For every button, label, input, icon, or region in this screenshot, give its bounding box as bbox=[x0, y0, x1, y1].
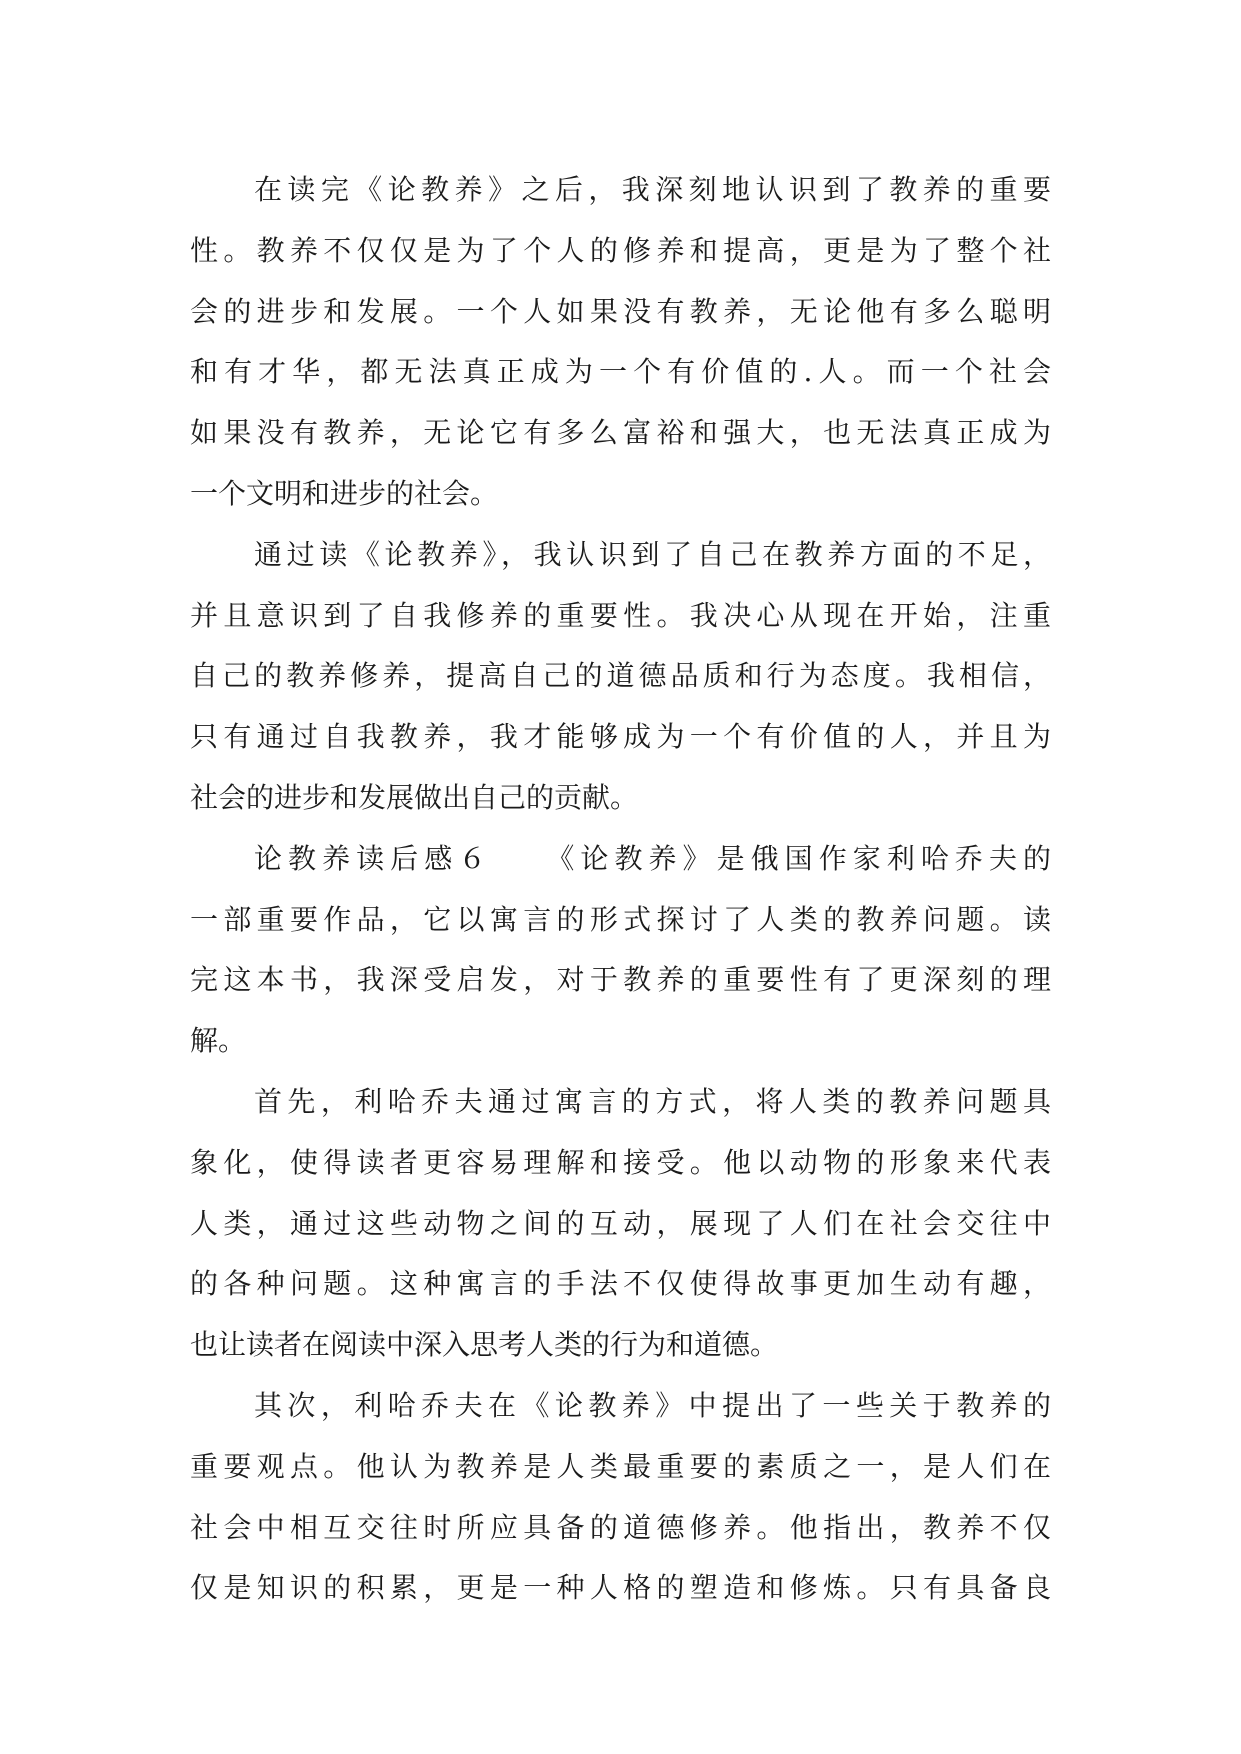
text-line: 其次，利哈乔夫在《论教养》中提出了一些关于教养的 bbox=[254, 1388, 1051, 1422]
text-line: 只有通过自我教养，我才能够成为一个有价值的人，并且为 bbox=[190, 720, 1051, 754]
text-line: 一个文明和进步的社会。 bbox=[190, 476, 499, 510]
text-line: 首先，利哈乔夫通过寓言的方式，将人类的教养问题具 bbox=[254, 1084, 1051, 1118]
text-line: 解。 bbox=[190, 1024, 247, 1058]
text-line: 自己的教养修养，提高自己的道德品质和行为态度。我相信， bbox=[190, 659, 1051, 693]
paragraph-4 bbox=[190, 1072, 1051, 1376]
text-line: 并且意识到了自我修养的重要性。我决心从现在开始，注重 bbox=[190, 598, 1051, 632]
text-line: 仅是知识的积累，更是一种人格的塑造和修炼。只有具备良 bbox=[190, 1571, 1051, 1605]
text-line: 也让读者在阅读中深入思考人类的行为和道德。 bbox=[190, 1328, 779, 1362]
text-line: 一部重要作品，它以寓言的形式探讨了人类的教养问题。读 bbox=[190, 902, 1051, 936]
text-line: 论教养读后感６ 《论教养》是俄国作家利哈乔夫的 bbox=[254, 841, 1051, 875]
text-line: 和有才华，都无法真正成为一个有价值的.人。而一个社会 bbox=[190, 355, 1051, 389]
text-line: 会的进步和发展。一个人如果没有教养，无论他有多么聪明 bbox=[190, 294, 1051, 328]
text-line: 在读完《论教养》之后，我深刻地认识到了教养的重要 bbox=[254, 173, 1051, 206]
paragraph-1 bbox=[190, 160, 1051, 525]
text-line: 的各种问题。这种寓言的手法不仅使得故事更加生动有趣， bbox=[190, 1267, 1051, 1301]
text-line: 性。教养不仅仅是为了个人的修养和提高，更是为了整个社 bbox=[190, 233, 1051, 267]
text-line: 社会的进步和发展做出自己的贡献。 bbox=[190, 780, 639, 814]
text-line: 人类，通过这些动物之间的互动，展现了人们在社会交往中 bbox=[190, 1206, 1051, 1240]
text-line: 象化，使得读者更容易理解和接受。他以动物的形象来代表 bbox=[190, 1145, 1051, 1179]
text-line: 重要观点。他认为教养是人类最重要的素质之一，是人们在 bbox=[190, 1449, 1051, 1483]
paragraph-3 bbox=[190, 829, 1051, 1072]
paragraph-2 bbox=[190, 525, 1051, 829]
text-line: 通过读《论教养》，我认识到了自己在教养方面的不足， bbox=[254, 537, 1051, 571]
paragraph-5 bbox=[190, 1376, 1051, 1619]
text-line: 完这本书，我深受启发，对于教养的重要性有了更深刻的理 bbox=[190, 963, 1051, 997]
text-line: 如果没有教养，无论它有多么富裕和强大，也无法真正成为 bbox=[190, 416, 1051, 450]
text-line: 社会中相互交往时所应具备的道德修养。他指出，教养不仅 bbox=[190, 1510, 1051, 1544]
